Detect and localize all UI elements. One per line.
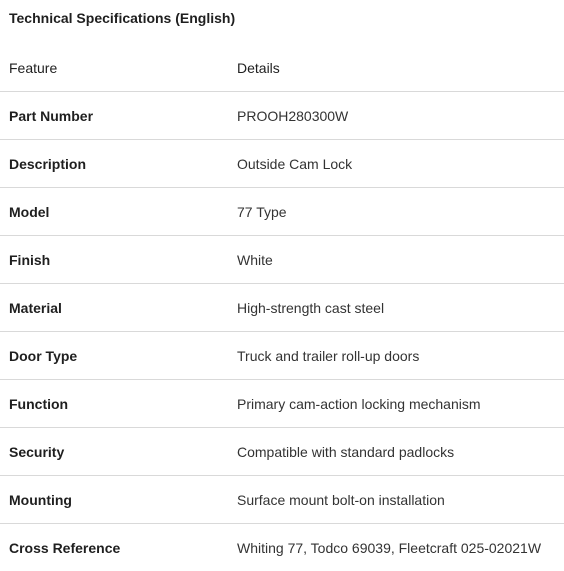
- details-cell: 77 Type: [228, 188, 564, 236]
- table-row: [0, 284, 564, 332]
- details-cell: Surface mount bolt-on installation: [228, 476, 564, 524]
- section-title: Technical Specifications (English): [9, 10, 235, 26]
- table-row: [0, 380, 564, 428]
- feature-cell: Model: [0, 188, 228, 236]
- feature-cell: Mounting: [0, 476, 228, 524]
- table-row: [0, 476, 564, 524]
- details-cell: PROOH280300W: [228, 92, 564, 140]
- table-row: [0, 92, 564, 140]
- details-cell: Outside Cam Lock: [228, 140, 564, 188]
- table-row: [0, 524, 564, 571]
- table-row: [0, 188, 564, 236]
- feature-cell: Part Number: [0, 92, 228, 140]
- details-cell: High-strength cast steel: [228, 284, 564, 332]
- details-cell: Primary cam-action locking mechanism: [228, 380, 564, 428]
- feature-cell: Description: [0, 140, 228, 188]
- feature-cell: Function: [0, 380, 228, 428]
- details-cell: Compatible with standard padlocks: [228, 428, 564, 476]
- feature-cell: Door Type: [0, 332, 228, 380]
- column-header-details: Details: [228, 44, 564, 92]
- table-row: [0, 428, 564, 476]
- feature-cell: Finish: [0, 236, 228, 284]
- feature-cell: Cross Reference: [0, 524, 228, 571]
- column-header-feature: Feature: [0, 44, 228, 92]
- feature-cell: Security: [0, 428, 228, 476]
- details-cell: Truck and trailer roll-up doors: [228, 332, 564, 380]
- details-cell: Whiting 77, Todco 69039, Fleetcraft 025-02021W: [228, 524, 564, 571]
- table-row: [0, 140, 564, 188]
- table-row: [0, 332, 564, 380]
- table-row: [0, 236, 564, 284]
- feature-cell: Material: [0, 284, 228, 332]
- spec-table: [0, 44, 564, 571]
- details-cell: White: [228, 236, 564, 284]
- table-header-row: [0, 44, 564, 92]
